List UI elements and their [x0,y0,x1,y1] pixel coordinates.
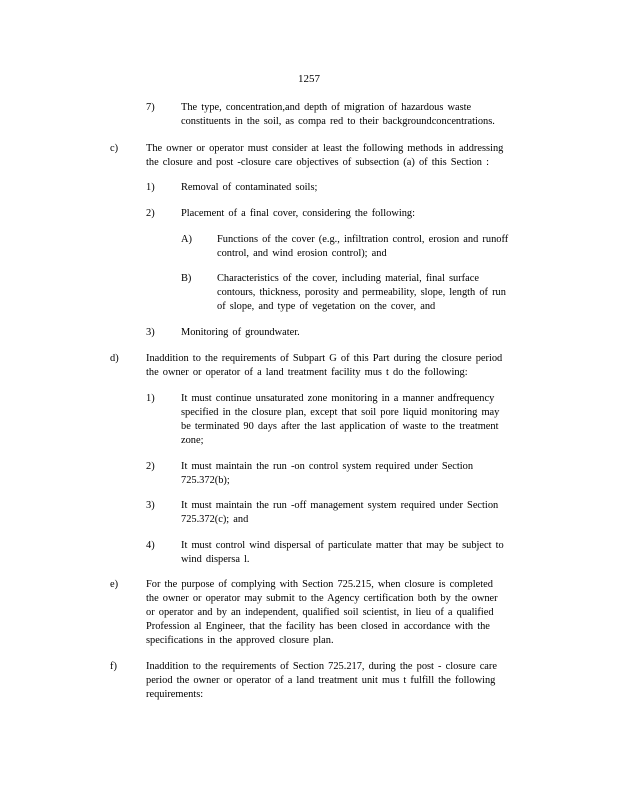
item-line: specifications in the approved closure plan. [146,635,334,646]
item-line: Inaddition to the requirements of Section 725.217, during the post - closure care [146,661,497,672]
item-label: 2) [146,461,155,472]
item-label: 3) [146,500,155,511]
page-number: 1257 [298,73,320,85]
item-label: 7) [146,102,155,113]
item-line: It must maintain the run -off management system required under Section [181,500,499,511]
item-label: 1) [146,393,155,404]
item-line: 725.372(b); [181,475,230,486]
item-label: f) [110,661,117,672]
item-label: B) [181,273,192,284]
item-line: constituents in the soil, as compa red to their backgroundconcentrations. [181,116,495,127]
item-label: 1) [146,182,155,193]
item-label: 2) [146,208,155,219]
item-line: 725.372(c); and [181,514,249,525]
item-label: 4) [146,540,155,551]
item-line: control, and wind erosion control); and [217,248,387,259]
item-line: wind dispersa l. [181,554,250,565]
item-line: Profession al Engineer, that the facility has been closed in accordance with the [146,621,490,632]
item-line: The owner or operator must consider at least the following methods in addressing [146,143,504,154]
item-line: the owner or operator of a land treatment facility mus t do the following: [146,367,468,378]
item-line: The type, concentration,and depth of migration of hazardous waste [181,102,472,113]
item-line: It must maintain the run -on control system required under Section [181,461,474,472]
item-line: Characteristics of the cover, including material, final surface [217,273,479,284]
item-label: e) [110,579,119,590]
item-line: of slope, and type of vegetation on the cover, and [217,301,436,312]
item-line: Placement of a final cover, considering the following: [181,208,415,219]
item-line: contours, thickness, porosity and permeability, slope, length of run [217,287,506,298]
item-line: zone; [181,435,204,446]
item-line: It must control wind dispersal of particulate matter that may be subject to [181,540,504,551]
item-line: specified in the closure plan, except that soil pore liquid monitoring may [181,407,500,418]
item-line: Removal of contaminated soils; [181,182,318,193]
item-line: period the owner or operator of a land treatment unit mus t fulfill the following [146,675,496,686]
item-label: c) [110,143,119,154]
item-line: Inaddition to the requirements of Subpart G of this Part during the closure period [146,353,503,364]
item-label: d) [110,353,119,364]
item-line: Functions of the cover (e.g., infiltration control, erosion and runoff [217,234,509,245]
item-line: the owner or operator may submit to the Agency certification both by the owner [146,593,498,604]
item-line: It must continue unsaturated zone monitoring in a manner andfrequency [181,393,495,404]
item-label: A) [181,234,192,245]
item-line: be terminated 90 days after the last application of waste to the treatment [181,421,499,432]
item-line: requirements: [146,689,204,700]
item-label: 3) [146,327,155,338]
item-line: Monitoring of groundwater. [181,327,300,338]
item-line: For the purpose of complying with Section 725.215, when closure is completed [146,579,493,590]
item-line: or operator and by an independent, qualified soil scientist, in lieu of a qualified [146,607,494,618]
item-line: the closure and post -closure care objectives of subsection (a) of this Section : [146,157,489,168]
